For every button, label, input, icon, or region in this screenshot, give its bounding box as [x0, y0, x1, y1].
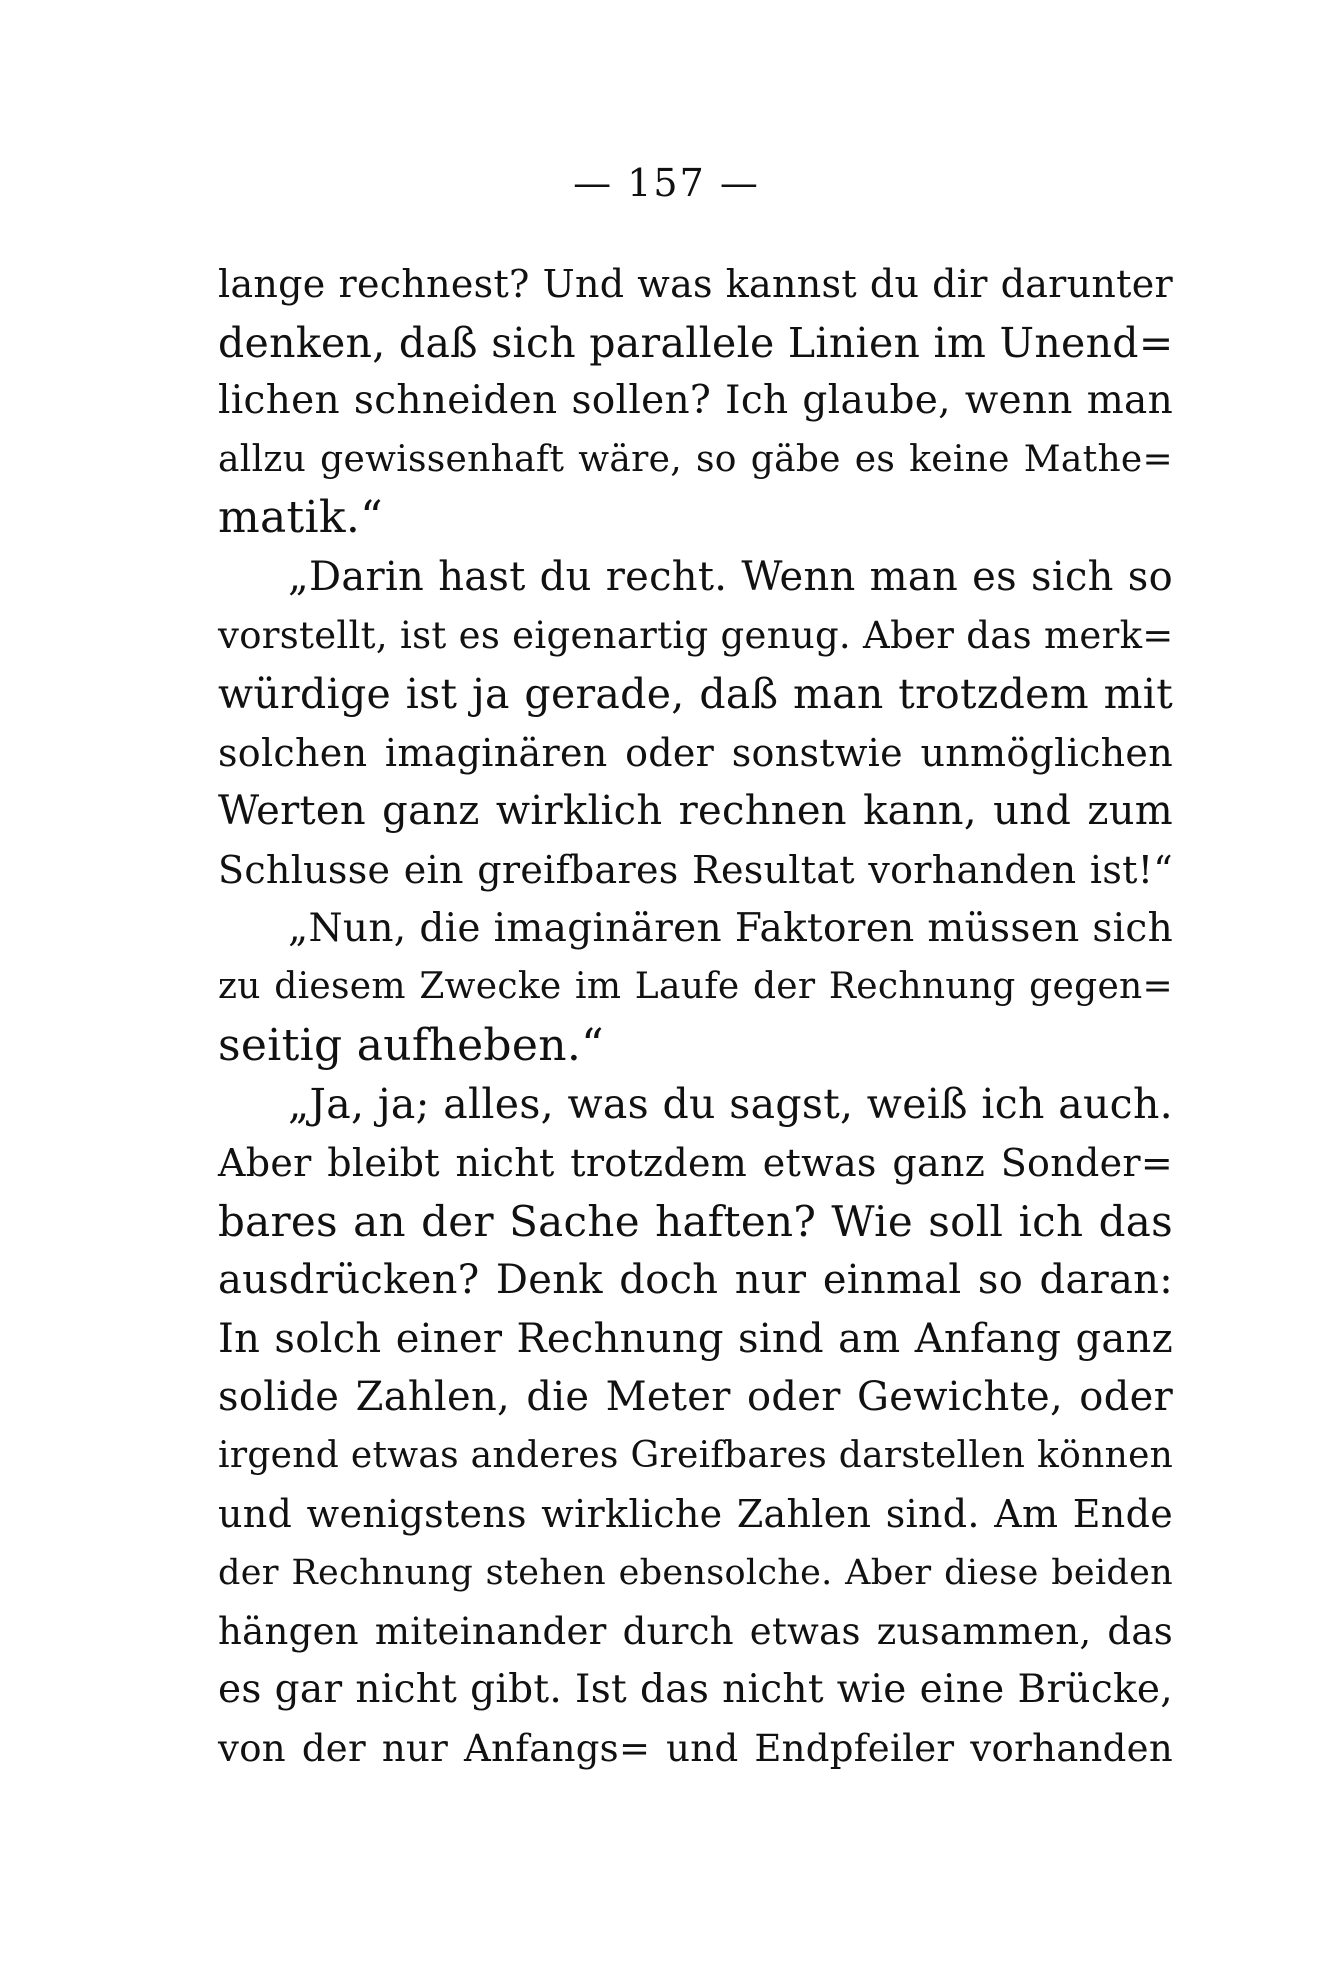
text-line: der Rechnung stehen ebensolche. Aber diese beiden — [218, 1553, 1173, 1594]
text-line: von der nur Anfangs= und Endpfeiler vorhanden — [218, 1726, 1173, 1770]
text-line: hängen miteinander durch etwas zusammen, das — [218, 1609, 1173, 1653]
text-line: solchen imaginären oder sonstwie unmöglichen — [218, 730, 1173, 775]
text-line: lange rechnest? Und was kannst du dir darunter — [218, 262, 1173, 306]
text-line: es gar nicht gibt. Ist das nicht wie eine Brücke, — [218, 1667, 1173, 1713]
text-line: lichen schneiden sollen? Ich glaube, wenn man — [218, 378, 1173, 424]
text-line: vorstellt, ist es eigenartig genug. Aber das merk= — [218, 613, 1174, 657]
text-line: ausdrücken? Denk doch nur einmal so daran: — [218, 1257, 1173, 1304]
text-line: würdige ist ja gerade, daß man trotzdem mit — [218, 670, 1173, 719]
text-line: zu diesem Zwecke im Laufe der Rechnung gegen= — [218, 966, 1173, 1008]
body-text — [218, 255, 1173, 1778]
text-line: „Darin hast du recht. Wenn man es sich so — [288, 553, 1173, 600]
text-line: und wenigstens wirkliche Zahlen sind. Am Ende — [218, 1492, 1173, 1537]
text-line: solide Zahlen, die Meter oder Gewichte, oder — [218, 1374, 1173, 1421]
text-line: seitig aufheben.“ — [218, 1019, 604, 1071]
text-line: „Nun, die imaginären Faktoren müssen sich — [288, 905, 1173, 951]
text-line: Schlusse ein greifbares Resultat vorhanden ist!“ — [218, 847, 1173, 892]
text-line: matik.“ — [218, 492, 383, 544]
text-line: denken, daß sich parallele Linien im Unend= — [218, 318, 1174, 367]
text-line: bares an der Sache haften? Wie soll ich das — [218, 1196, 1173, 1246]
text-line: Aber bleibt nicht trotzdem etwas ganz Sonder= — [218, 1140, 1173, 1185]
text-line: irgend etwas anderes Greifbares darstellen können — [218, 1434, 1174, 1476]
text-line: allzu gewissenhaft wäre, so gäbe es keine Mathe= — [218, 438, 1173, 480]
text-line: Werten ganz wirklich rechnen kann, und zum — [218, 788, 1173, 835]
page-number: — 157 — — [573, 161, 760, 205]
text-line: „Ja, ja; alles, was du sagst, weiß ich auch. — [288, 1080, 1173, 1129]
text-line: In solch einer Rechnung sind am Anfang ganz — [218, 1315, 1173, 1362]
